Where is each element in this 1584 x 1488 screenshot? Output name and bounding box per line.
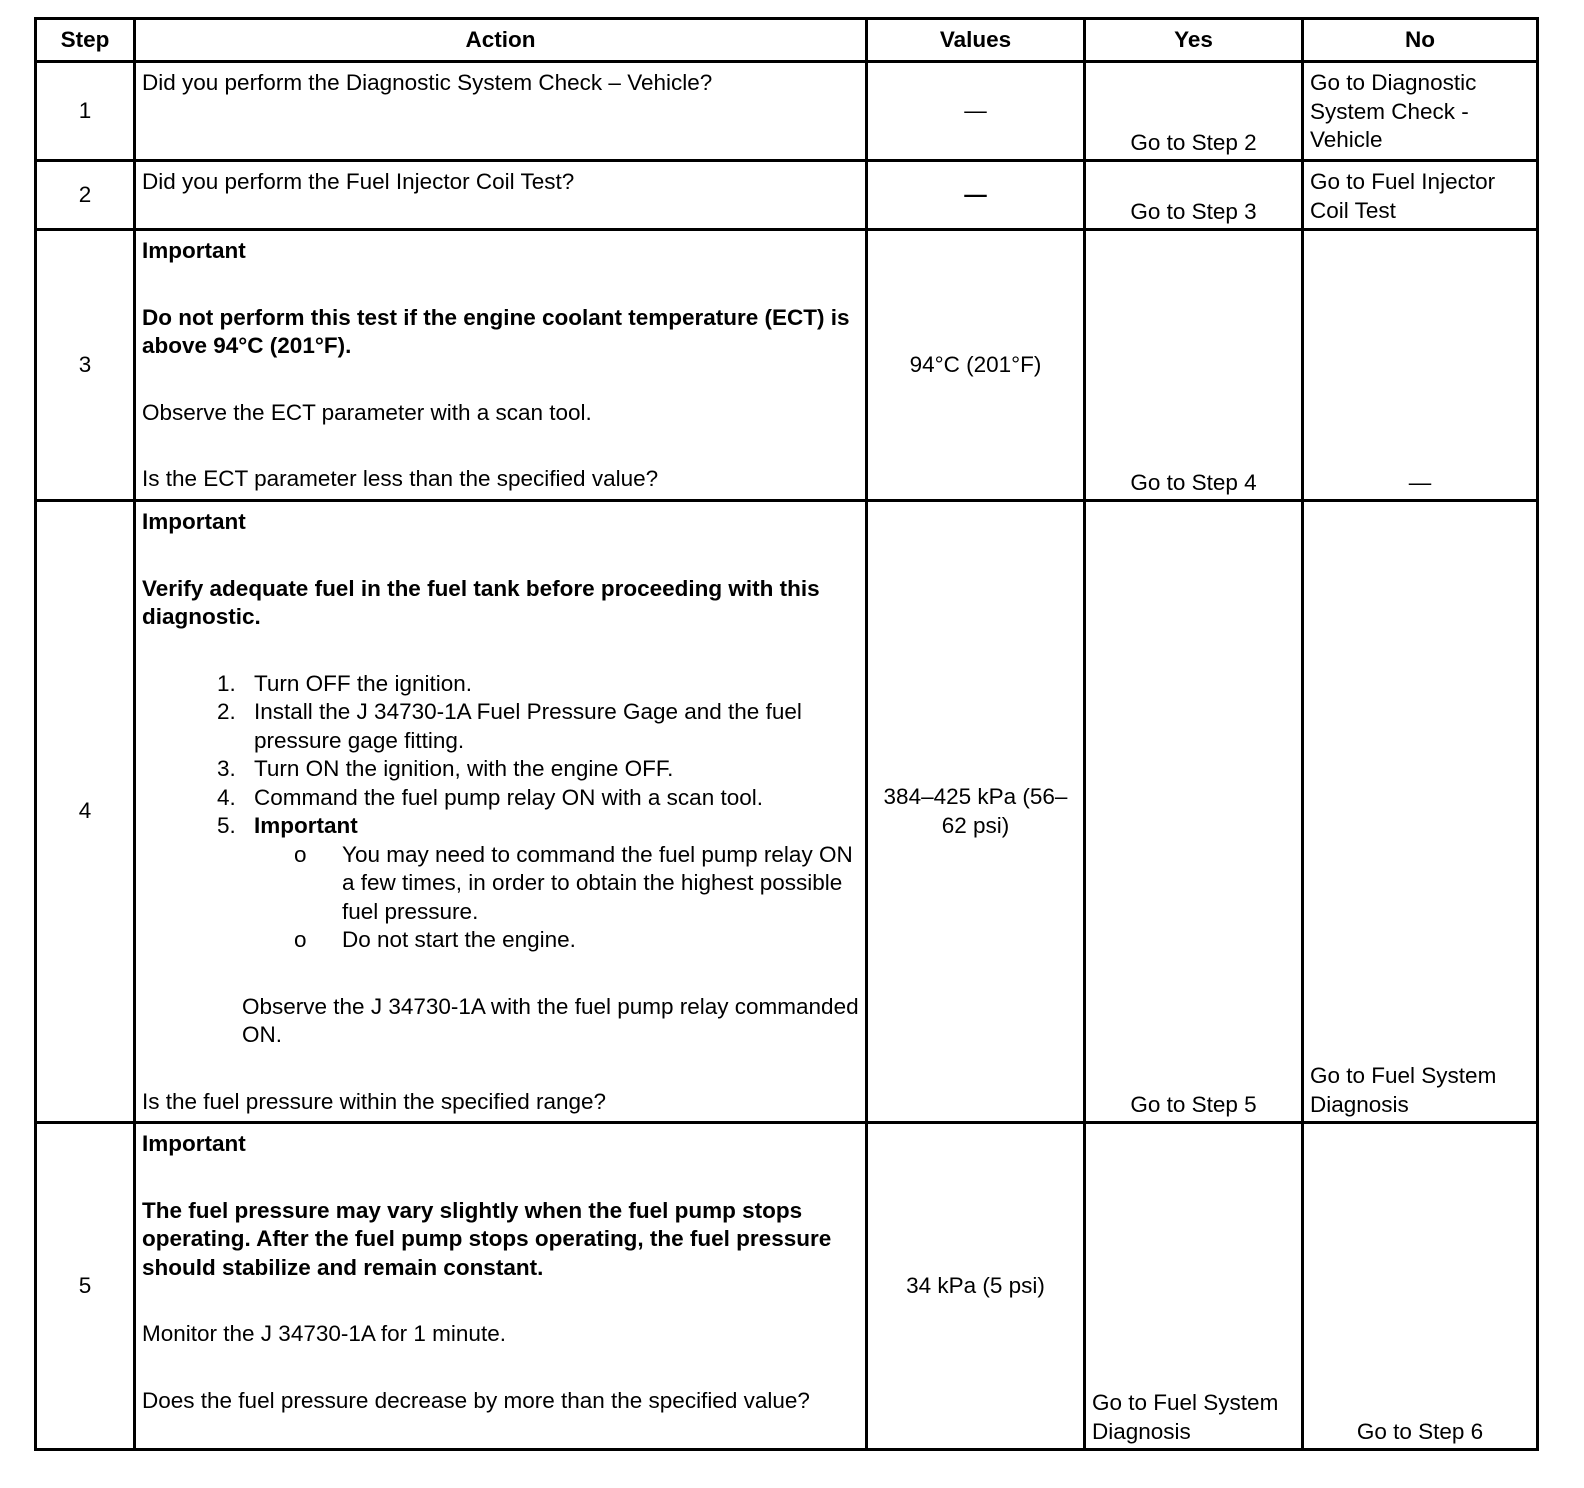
diagnostic-table xyxy=(34,17,1539,1451)
procedure-step xyxy=(242,812,859,955)
bullet-item: o You may need to command the fuel pump relay ON a few times, in order to obtain the highest possible fuel pressure. xyxy=(342,841,859,927)
header-values: Values xyxy=(867,19,1085,62)
question-text: Is the fuel pressure within the specified range? xyxy=(142,1088,607,1114)
spacer xyxy=(142,1349,859,1387)
spacer xyxy=(142,361,859,399)
procedure-step: 2. Install the J 34730-1A Fuel Pressure Gage and the fuel pressure gage fitting. xyxy=(242,698,859,755)
spacer xyxy=(142,955,859,993)
values-cell: 94°C (201°F) xyxy=(867,230,1085,501)
yes-cell: Go to Step 2 xyxy=(1085,62,1303,161)
spacer xyxy=(142,1282,859,1320)
spacer xyxy=(142,266,859,304)
table-row xyxy=(36,1123,1538,1450)
header-row xyxy=(36,19,1538,62)
table-row xyxy=(36,62,1538,161)
table-row xyxy=(36,501,1538,1123)
values-cell: — xyxy=(867,161,1085,230)
important-heading: Important xyxy=(142,1131,246,1156)
step-number: 2 xyxy=(36,161,135,230)
step-number: 4 xyxy=(36,501,135,1123)
action-cell xyxy=(135,230,867,501)
no-cell: — xyxy=(1303,230,1538,501)
header-step: Step xyxy=(36,19,135,62)
spacer xyxy=(142,1050,859,1088)
table-row xyxy=(36,230,1538,501)
action-text: Did you perform the Fuel Injector Coil Test? xyxy=(135,161,867,230)
step-number: 1 xyxy=(36,62,135,161)
important-bullets xyxy=(242,841,859,955)
important-warning: Do not perform this test if the engine coolant temperature (ECT) is above 94°C (201°F). xyxy=(142,304,850,358)
procedure-step: 3. Turn ON the ignition, with the engine OFF. xyxy=(242,755,859,784)
observe-text: Observe the J 34730-1A with the fuel pump relay commanded ON. xyxy=(242,993,859,1047)
step-number: 3 xyxy=(36,230,135,501)
procedure-list xyxy=(142,670,859,955)
procedure-step-important: Important xyxy=(254,813,358,838)
procedure-step: 1. Turn OFF the ignition. xyxy=(242,670,859,699)
spacer xyxy=(142,537,859,575)
action-cell xyxy=(135,1123,867,1450)
action-cell xyxy=(135,501,867,1123)
header-no: No xyxy=(1303,19,1538,62)
yes-cell: Go to Step 4 xyxy=(1085,230,1303,501)
spacer xyxy=(142,1159,859,1197)
yes-cell: Go to Step 5 xyxy=(1085,501,1303,1123)
important-warning: The fuel pressure may vary slightly when the fuel pump stops operating. After the fuel pump stops operating, the fuel pressure should stabilize and remain constant. xyxy=(142,1197,832,1280)
bullet-item: o Do not start the engine. xyxy=(342,926,859,955)
procedure-step: 4. Command the fuel pump relay ON with a scan tool. xyxy=(242,784,859,813)
important-heading: Important xyxy=(142,238,246,263)
important-warning: Verify adequate fuel in the fuel tank before proceeding with this diagnostic. xyxy=(142,575,820,629)
header-action: Action xyxy=(135,19,867,62)
spacer xyxy=(142,632,859,670)
values-cell: 384–425 kPa (56–62 psi) xyxy=(867,501,1085,1123)
no-cell: Go to Fuel Injector Coil Test xyxy=(1303,161,1538,230)
question-text: Does the fuel pressure decrease by more than the specified value? xyxy=(142,1387,810,1413)
spacer xyxy=(142,427,859,465)
yes-cell: Go to Step 3 xyxy=(1085,161,1303,230)
instruction-text: Observe the ECT parameter with a scan tool. xyxy=(142,399,592,425)
no-cell: Go to Step 6 xyxy=(1303,1123,1538,1450)
action-text: Did you perform the Diagnostic System Check – Vehicle? xyxy=(135,62,867,161)
yes-cell: Go to Fuel System Diagnosis xyxy=(1085,1123,1303,1450)
values-cell: 34 kPa (5 psi) xyxy=(867,1123,1085,1450)
no-cell: Go to Fuel System Diagnosis xyxy=(1303,501,1538,1123)
no-cell: Go to Diagnostic System Check - Vehicle xyxy=(1303,62,1538,161)
values-cell: — xyxy=(867,62,1085,161)
step-number: 5 xyxy=(36,1123,135,1450)
question-text: Is the ECT parameter less than the specified value? xyxy=(142,466,659,491)
table-row xyxy=(36,161,1538,230)
header-yes: Yes xyxy=(1085,19,1303,62)
instruction-text: Monitor the J 34730-1A for 1 minute. xyxy=(142,1321,506,1346)
important-heading: Important xyxy=(142,509,246,534)
